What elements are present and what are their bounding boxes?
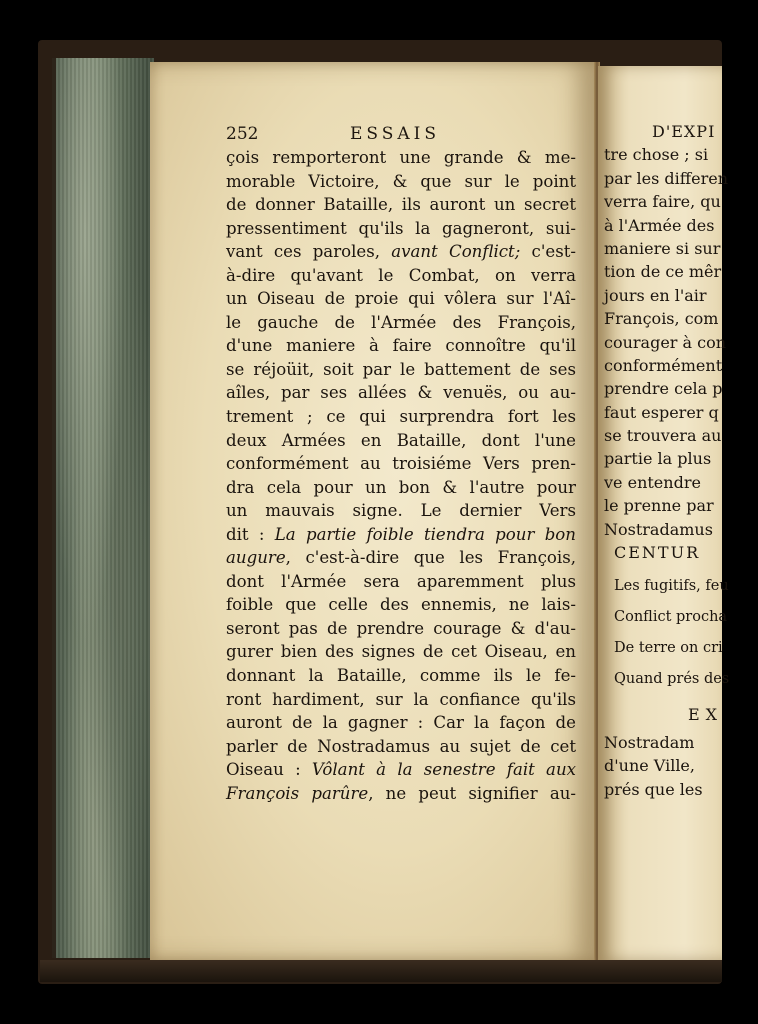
text-line: ve entendre [604,472,701,492]
text-segment: à-dire qu'avant le Combat, on verra [226,265,576,285]
text-segment: se réjoüit, soit par le battement de ses [226,359,576,379]
text-line [226,170,576,194]
text-segment: seront pas de prendre courage & d'au- [226,618,576,638]
text-line: par les differen [604,168,729,188]
text-line: faut esperer q [604,402,719,422]
text-line: tion de ce mêr [604,262,722,282]
text-line [226,640,576,664]
marbled-page-edge [52,58,154,958]
spacer [604,120,722,143]
verse-line: De terre on cri [614,640,723,657]
right-page-text [604,120,730,801]
text-line [226,546,576,570]
left-page-header [226,124,576,146]
text-line: se trouvera au [604,426,722,446]
text-line [226,782,576,806]
text-line [226,570,576,594]
text-line: François, com [604,309,719,329]
text-line [226,735,576,759]
text-line [226,405,576,429]
text-segment: aîles, par ses allées & venuës, ou au- [226,383,576,403]
text-segment: c'est- [520,242,576,262]
text-segment: auront de la gagner : Car la façon de [226,713,576,733]
text-line: à l'Armée des [604,215,715,235]
text-line: Nostradam [604,733,695,753]
text-line [226,452,576,476]
verse-line: Conflict procha [614,609,728,626]
text-segment: trement ; ce qui surprendra fort les [226,407,576,427]
text-line: d'une Ville, [604,756,695,776]
text-line [226,429,576,453]
centurie-heading: CENTUR [614,543,701,563]
text-line: jours en l'air [604,285,707,305]
text-line: prendre cela p [604,379,723,399]
text-line: le prenne par [604,496,714,516]
text-segment: dont l'Armée sera aparemment plus [226,571,576,591]
explication-heading: EX [688,705,724,725]
text-segment: morable Victoire, & que sur le point [226,171,576,191]
text-line [226,758,576,782]
italic-segment: François parûre [226,783,369,803]
italic-segment: Vôlant à la senestre fait aux [311,760,576,780]
text-line: Nostradamus [604,519,713,539]
verse-line: Les fugitifs, feu [614,578,729,595]
text-line [226,381,576,405]
text-segment: çois remporteront une grande & me- [226,148,576,167]
text-segment: un mauvais signe. Le dernier Vers [226,501,576,521]
text-segment: ront hardiment, sur la confiance qu'ils [226,689,576,709]
italic-segment: La partie foible tiendra pour bon [274,524,576,544]
text-line [226,499,576,523]
text-line [226,264,576,288]
text-line [226,476,576,500]
text-line: maniere si sur [604,238,721,258]
text-segment: parler de Nostradamus au sujet de cet [226,736,576,756]
text-segment: Oiseau : [226,760,312,780]
text-line: conformément [604,355,723,375]
text-line: tre chose ; si [604,145,709,165]
left-page-text [226,146,576,805]
text-line [226,334,576,358]
book-bottom-edge [40,960,722,982]
text-line [226,711,576,735]
text-line [226,358,576,382]
text-segment: , ne peut signifier au- [368,783,577,803]
text-line: prés que les [604,779,703,799]
text-line [226,593,576,617]
text-segment: gurer bien des signes de cet Oiseau, en [226,642,576,662]
text-line [226,664,576,688]
text-segment: pressentiment qu'ils la gagneront, sui- [226,218,576,238]
text-line: partie la plus [604,449,712,469]
text-line [226,240,576,264]
text-line [226,523,576,547]
text-line [226,311,576,335]
text-segment: le gauche de l'Armée des François, [226,312,576,332]
text-line: courager à con [604,332,727,352]
right-running-head: D'EXPI [652,122,716,141]
text-segment: vant ces paroles, [226,242,392,262]
text-line [226,146,576,170]
text-line: verra faire, qu [604,192,721,212]
text-segment: dra cela pour un bon & l'autre pour [226,477,576,497]
text-line [226,193,576,217]
text-segment: , c'est-à-dire que les François, [285,548,576,568]
italic-segment: avant Conflict; [391,242,521,262]
text-line [226,688,576,712]
text-line [226,217,576,241]
text-segment: dit : [226,524,275,544]
verse-line: Quand prés des [614,671,730,688]
text-line [226,287,576,311]
text-segment: de donner Bataille, ils auront un secret [226,195,576,215]
text-segment: foible que celle des ennemis, ne lais- [226,595,576,615]
text-segment: d'une maniere à faire connoître qu'il [226,336,576,356]
text-segment: donnant la Bataille, comme ils le fe- [226,666,576,686]
running-head: ESSAIS [350,124,441,144]
text-line [226,617,576,641]
text-segment: conformément au troisiéme Vers pren- [226,454,576,474]
page-number: 252 [226,124,259,144]
text-segment: un Oiseau de proie qui vôlera sur l'Aî- [226,289,576,309]
text-segment: deux Armées en Bataille, dont l'une [226,430,576,450]
italic-segment: augure [226,548,286,568]
